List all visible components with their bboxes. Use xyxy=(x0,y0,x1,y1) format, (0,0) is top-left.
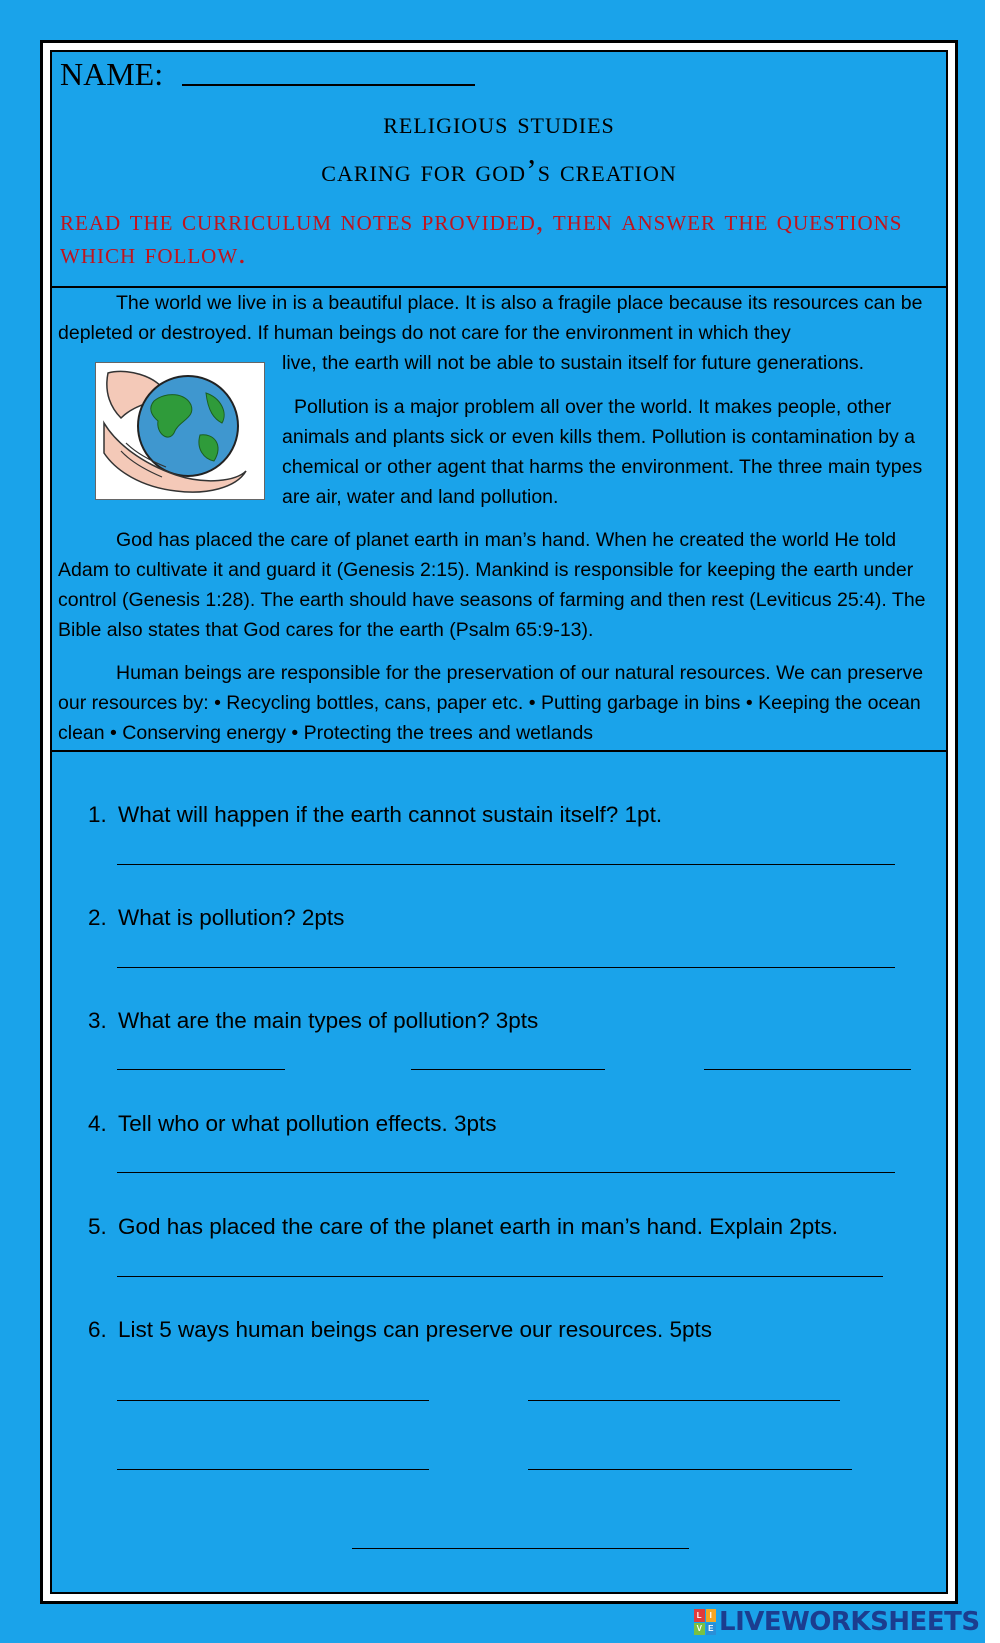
notes-bottom-divider xyxy=(52,750,946,752)
liveworksheets-logo xyxy=(694,1604,980,1640)
instruction-text: read the curriculum notes provided, then answer the questions which follow. xyxy=(60,204,903,270)
answer-3a-line[interactable] xyxy=(117,1069,285,1070)
answer-3c-line[interactable] xyxy=(704,1069,911,1070)
answer-2-line[interactable] xyxy=(117,967,895,968)
question-4-text: Tell who or what pollution effects. 3pts xyxy=(118,1111,497,1136)
notes-paragraph-4-text: Human beings are responsible for the preservation of our natural resources. We can preserve our resources by: • Recycling bottles, cans, paper etc. • Putting garbage in bins • Keeping the ocean clean • Conserving energy • Protecting the trees and wetlands xyxy=(58,662,924,744)
question-2-text: What is pollution? 2pts xyxy=(118,905,345,930)
notes-paragraph-3-text: God has placed the care of planet earth in man’s hand. When he created the world He told Adam to cultivate it and guard it (Genesis 2:15). Mankind is responsible for keeping the earth under control (Genesis 1:28). The earth should have seasons of farming and then rest (Leviticus 25:4). The Bible also states that God cares for the earth (Psalm 65:9-13). xyxy=(58,529,926,641)
logo-text: LIVEWORKSHEETS xyxy=(719,1607,980,1637)
question-1: 1. What will happen if the earth cannot sustain itself? 1pt. xyxy=(88,802,663,827)
notes-paragraph-3 xyxy=(58,525,938,645)
question-3-text: What are the main types of pollution? 3pts xyxy=(118,1008,539,1033)
answer-5-line[interactable] xyxy=(117,1276,883,1277)
answer-6b-line[interactable] xyxy=(528,1400,840,1401)
answer-6d-line[interactable] xyxy=(528,1469,852,1470)
question-3: 3. What are the main types of pollution? 3pts xyxy=(88,1008,539,1033)
question-6: 6. List 5 ways human beings can preserve our resources. 5pts xyxy=(88,1317,713,1342)
question-2: 2. What is pollution? 2pts xyxy=(88,905,345,930)
earth-in-hands-icon xyxy=(96,363,264,499)
name-label: NAME: xyxy=(60,56,164,92)
answer-6e-line[interactable] xyxy=(352,1548,689,1549)
subject-title: religious studies xyxy=(383,104,615,140)
topic-title: caring for god’s creation xyxy=(321,152,677,188)
question-1-text: What will happen if the earth cannot sustain itself? 1pt. xyxy=(118,802,663,827)
notes-paragraph-1-a: The world we live in is a beautiful place. It is also a fragile place because its resources can be depleted or destroyed. If human beings do not care for the environment in which they xyxy=(58,292,923,344)
question-6-text: List 5 ways human beings can preserve our resources. 5pts xyxy=(118,1317,713,1342)
answer-6c-line[interactable] xyxy=(117,1469,429,1470)
answer-6a-line[interactable] xyxy=(117,1400,429,1401)
earth-in-hands-illustration xyxy=(95,362,265,500)
notes-paragraph-4 xyxy=(58,658,938,748)
notes-paragraph-2-text: Pollution is a major problem all over the world. It makes people, other animals and plants sick or even kills them. Pollution is contamination by a chemical or other agent that harms the environment. The three main types are air, water and land pollution. xyxy=(282,396,923,508)
answer-1-line[interactable] xyxy=(117,864,895,865)
notes-paragraph-1-b: live, the earth will not be able to sustain itself for future generations. xyxy=(282,352,865,374)
answer-3b-line[interactable] xyxy=(411,1069,605,1070)
question-5: 5. God has placed the care of the planet earth in man’s hand. Explain 2pts. xyxy=(88,1214,839,1239)
notes-paragraph-2 xyxy=(282,392,942,512)
name-input-line[interactable] xyxy=(182,84,475,86)
question-4: 4. Tell who or what pollution effects. 3pts xyxy=(88,1111,497,1136)
page-edge-strip xyxy=(985,0,1000,1643)
liveworksheets-badge-icon: L I V E xyxy=(694,1609,716,1635)
question-5-text: God has placed the care of the planet earth in man’s hand. Explain 2pts. xyxy=(118,1214,839,1239)
answer-4-line[interactable] xyxy=(117,1172,895,1173)
